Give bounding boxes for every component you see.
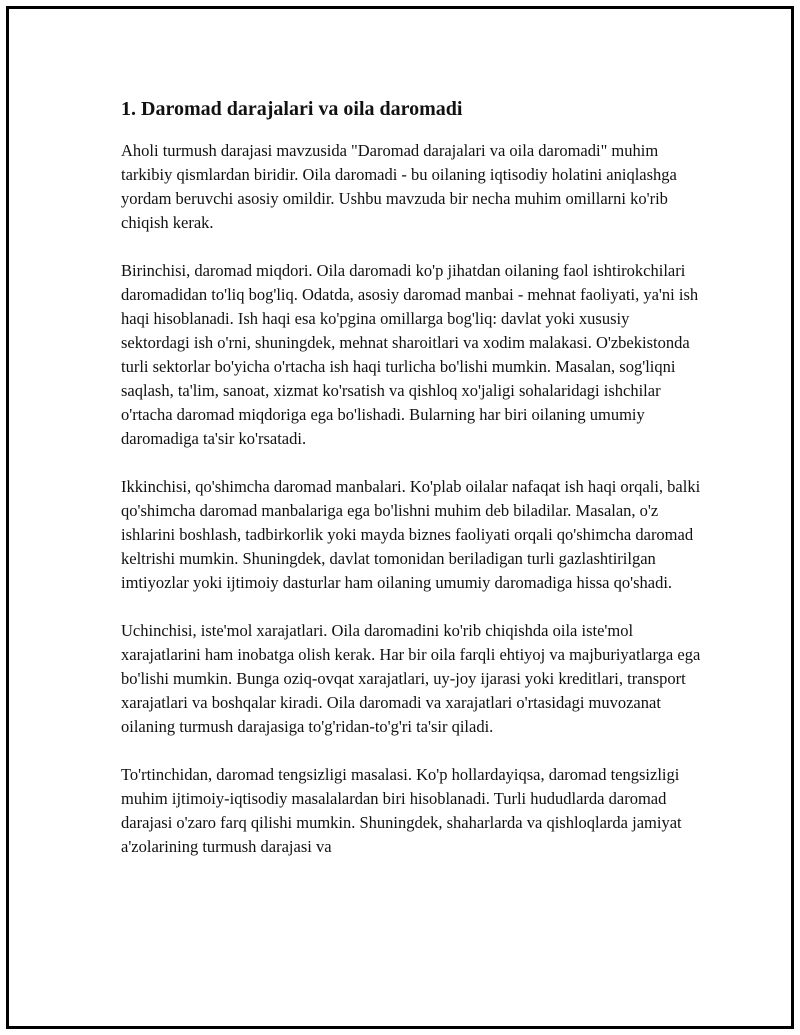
paragraph-consumption-expenses: Uchinchisi, iste'mol xarajatlari. Oila daromadini ko'rib chiqishda oila iste'mol xarajatlarini ham inobatga olish kerak. Har bir oila farqli ehtiyoj va majburiyatlarga ega bo'lishi mumkin. Bunga oziq-ovqat xarajatlari, uy-joy ijarasi yoki kreditlari, transport xarajatlari va boshqalar kiradi. Oila daromadi va xarajatlari o'rtasidagi muvozanat oilaning turmush darajasiga to'g'ridan-to'g'ri ta'sir qiladi. (121, 621, 701, 736)
section-heading: 1. Daromad darajalari va oila daromadi (121, 98, 463, 120)
paragraph-income-amount: Birinchisi, daromad miqdori. Oila daromadi ko'p jihatdan oilaning faol ishtirokchilari daromadidan to'liq bog'liq. Odatda, asosiy daromad manbai - mehnat faoliyati, ya'ni ish haqi hisoblanadi. Ish haqi esa ko'pgina omillarga bog'liq: davlat yoki xususiy sektordagi ish o'rni, shuningdek, mehnat sharoitlari va xodim malakasi. O'zbekistonda turli sektorlar bo'yicha o'rtacha ish haqi turlicha bo'lishi mumkin. Masalan, sog'liqni saqlash, ta'lim, sanoat, xizmat ko'rsatish va qishloq xo'jaligi sohalaridagi ishchilar o'rtacha daromad miqdoriga ega bo'lishadi. Bularning har biri oilaning umumiy daromadiga ta'sir ko'rsatadi. (121, 261, 699, 448)
document-page (6, 6, 794, 1029)
paragraph-intro: Aholi turmush darajasi mavzusida "Daromad darajalari va oila daromadi" muhim tarkibiy qismlardan biridir. Oila daromadi - bu oilaning iqtisodiy holatini aniqlashga yordam beruvchi asosiy omildir. Ushbu mavzuda bir necha muhim omillarni ko'rib chiqish kerak. (121, 141, 677, 232)
paragraph-additional-income: Ikkinchisi, qo'shimcha daromad manbalari. Ko'plab oilalar nafaqat ish haqi orqali, balki qo'shimcha daromad manbalariga ega bo'lishni muhim deb biladilar. Masalan, o'z ishlarini boshlash, tadbirkorlik yoki mayda biznes faoliyati orqali qo'shimcha daromad keltrishi mumkin. Shuningdek, davlat tomonidan beriladigan turli gazlashtirilgan imtiyozlar yoki ijtimoiy dasturlar ham oilaning umumiy daromadiga hissa qo'shadi. (121, 477, 701, 592)
paragraph-income-inequality: To'rtinchidan, daromad tengsizligi masalasi. Ko'p hollardayiqsa, daromad tengsizligi muhim ijtimoiy-iqtisodiy masalalardan biri hisoblanadi. Turli hududlarda daromad darajasi o'zaro farq qilishi mumkin. Shuningdek, shaharlarda va qishloqlarda jamiyat a'zolarining turmush darajasi va (121, 765, 682, 856)
document-body (121, 97, 701, 883)
